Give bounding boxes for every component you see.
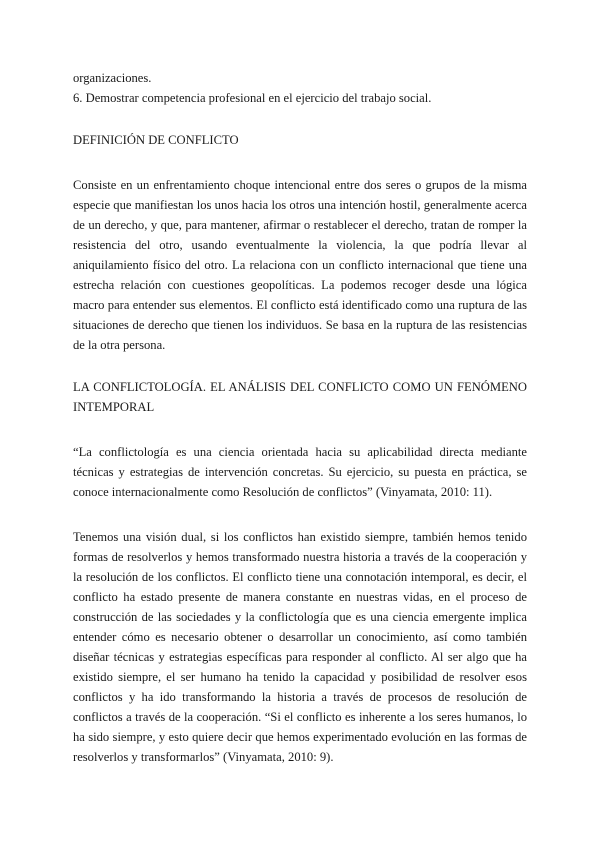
paragraph-definicion: Consiste en un enfrentamiento choque intencional entre dos seres o grupos de la misma especie que manifiestan los unos hacia los otros una intención hostil, generalmente acerca de un derecho, y que, para mantener, afirmar o restablecer el derecho, tratan de romper la resistencia del otro, usando eventualmente la violencia, la que podría llevar al aniquilamiento físico del otro. La relaciona con un conflicto internacional que tiene una estrecha relación con cuestiones geopolíticas. La podemos recoger desde una lógica macro para entender sus elementos. El conflicto está identificado como una ruptura de las situaciones de derecho que tienen los individuos. Se basa en la ruptura de las resistencias de la otra persona.: [73, 178, 527, 352]
paragraph-quote: “La conflictología es una ciencia orientada hacia su aplicabilidad directa mediante técnicas y estrategias de intervención concretas. Su ejercicio, su puesta en práctica, se conoce internacionalmente como Resolución de conflictos” (Vinyamata, 2010: 11).: [73, 445, 527, 499]
document-page: [73, 68, 527, 767]
list-item-6: 6. Demostrar competencia profesional en el ejercicio del trabajo social.: [73, 91, 432, 105]
section-heading-definicion: DEFINICIÓN DE CONFLICTO: [73, 133, 239, 147]
paragraph-vision-dual: Tenemos una visión dual, si los conflictos han existido siempre, también hemos tenido formas de resolverlos y hemos transformado nuestra historia a través de la cooperación y la resolución de los conflictos. El conflicto tiene una connotación intemporal, es decir, el conflicto ha estado presente de manera constante en nuestras vidas, en el proceso de construcción de las sociedades y la conflictología que es una ciencia emergente implica entender cómo es necesario obtener o desarrollar un conocimiento, así como también diseñar técnicas y estrategias específicas para responder al conflicto. Al ser algo que ha existido siempre, el ser humano ha tenido la capacidad y posibilidad de resolver esos conflictos y ha ido transformando la historia a través de procesos de resolución de conflictos a través de la cooperación. “Si el conflicto es inherente a los seres humanos, lo ha sido siempre, y esto quiere decir que hemos experimentado evolución en las formas de resolverlos y transformarlos” (Vinyamata, 2010: 9).: [73, 530, 527, 764]
section-heading-conflictologia: LA CONFLICTOLOGÍA. EL ANÁLISIS DEL CONFLICTO COMO UN FENÓMENO INTEMPORAL: [73, 380, 527, 414]
list-continuation: organizaciones.: [73, 71, 152, 85]
